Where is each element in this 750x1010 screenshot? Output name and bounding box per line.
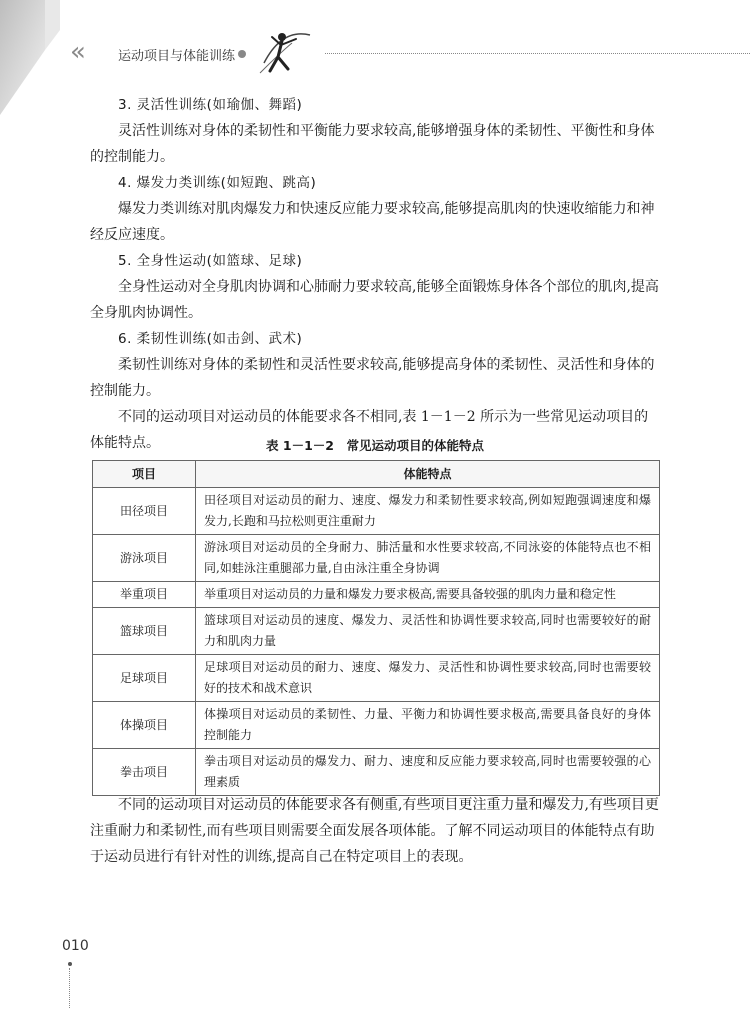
- closing-paragraph: 不同的运动项目对运动员的体能要求各有侧重,有些项目更注重力量和爆发力,有些项目更注重耐力和柔韧性,而有些项目则需要全面发展各项体能。了解不同运动项目的体能特点有助于运动员进行有针对性的训练,提高自己在特定项目上的表现。: [90, 797, 659, 865]
- sport-traits: 拳击项目对运动员的爆发力、耐力、速度和反应能力要求较高,同时也需要较强的心理素质: [196, 749, 660, 796]
- sport-traits: 足球项目对运动员的耐力、速度、爆发力、灵活性和协调性要求较高,同时也需要较好的技术和战术意识: [196, 655, 660, 702]
- sport-name: 田径项目: [93, 488, 196, 535]
- section-body: 灵活性训练对身体的柔韧性和平衡能力要求较高,能够增强身体的柔韧性、平衡性和身体的控制能力。: [90, 123, 655, 165]
- gymnast-icon: [252, 23, 322, 83]
- running-title: 运动项目与体能训练: [118, 49, 236, 64]
- closing-text: [90, 792, 660, 870]
- corner-decoration: [0, 0, 60, 120]
- intro-paragraph: 不同的运动项目对运动员的体能要求各不相同,表 1－1－2 所示为一些常见运动项目的体能特点。: [90, 409, 649, 451]
- sport-traits: 游泳项目对运动员的全身耐力、肺活量和水性要求较高,不同泳姿的体能特点也不相同,如蛙泳注重腿部力量,自由泳注重全身协调: [196, 535, 660, 582]
- main-text: [90, 92, 660, 456]
- section-heading: 6. 柔韧性训练(如击剑、武术): [118, 331, 303, 347]
- section-body: 全身性运动对全身肌肉协调和心肺耐力要求较高,能够全面锻炼身体各个部位的肌肉,提高全身肌肉协调性。: [90, 279, 659, 321]
- page-header: [60, 35, 750, 75]
- header-dotted-rule: [325, 53, 750, 54]
- column-header-sport: 项目: [93, 461, 196, 488]
- page-number: 010: [62, 938, 89, 954]
- sport-name: 举重项目: [93, 582, 196, 608]
- section-body: 柔韧性训练对身体的柔韧性和灵活性要求较高,能够提高身体的柔韧性、灵活性和身体的控制能力。: [90, 357, 655, 399]
- table-row: [93, 702, 660, 749]
- table-row: [93, 608, 660, 655]
- double-chevron-icon: «: [70, 37, 80, 67]
- table-header-row: [93, 461, 660, 488]
- section-heading: 4. 爆发力类训练(如短跑、跳高): [118, 175, 317, 191]
- column-header-traits: 体能特点: [196, 461, 660, 488]
- table-row: [93, 655, 660, 702]
- sport-traits: 举重项目对运动员的力量和爆发力要求极高,需要具备较强的肌肉力量和稳定性: [196, 582, 660, 608]
- sport-traits: 田径项目对运动员的耐力、速度、爆发力和柔韧性要求较高,例如短跑强调速度和爆发力,长跑和马拉松则更注重耐力: [196, 488, 660, 535]
- table-row: [93, 582, 660, 608]
- section-heading: 3. 灵活性训练(如瑜伽、舞蹈): [118, 97, 303, 113]
- table-row: [93, 535, 660, 582]
- sport-name: 足球项目: [93, 655, 196, 702]
- sport-traits: 体操项目对运动员的柔韧性、力量、平衡力和协调性要求极高,需要具备良好的身体控制能力: [196, 702, 660, 749]
- page-number-dot: [68, 962, 72, 966]
- table-caption: 表 1－1－2 常见运动项目的体能特点: [266, 438, 484, 453]
- sport-name: 篮球项目: [93, 608, 196, 655]
- section-body: 爆发力类训练对肌肉爆发力和快速反应能力要求较高,能够提高肌肉的快速收缩能力和神经反应速度。: [90, 201, 655, 243]
- section-heading: 5. 全身性运动(如篮球、足球): [118, 253, 303, 269]
- table-row: [93, 488, 660, 535]
- sport-traits: 篮球项目对运动员的速度、爆发力、灵活性和协调性要求较高,同时也需要较好的耐力和肌肉力量: [196, 608, 660, 655]
- page-number-dotted-line: [69, 968, 70, 1008]
- sports-fitness-table: [92, 460, 660, 796]
- sport-name: 体操项目: [93, 702, 196, 749]
- table-row: [93, 749, 660, 796]
- sport-name: 游泳项目: [93, 535, 196, 582]
- bullet-dot: [238, 50, 246, 58]
- sport-name: 拳击项目: [93, 749, 196, 796]
